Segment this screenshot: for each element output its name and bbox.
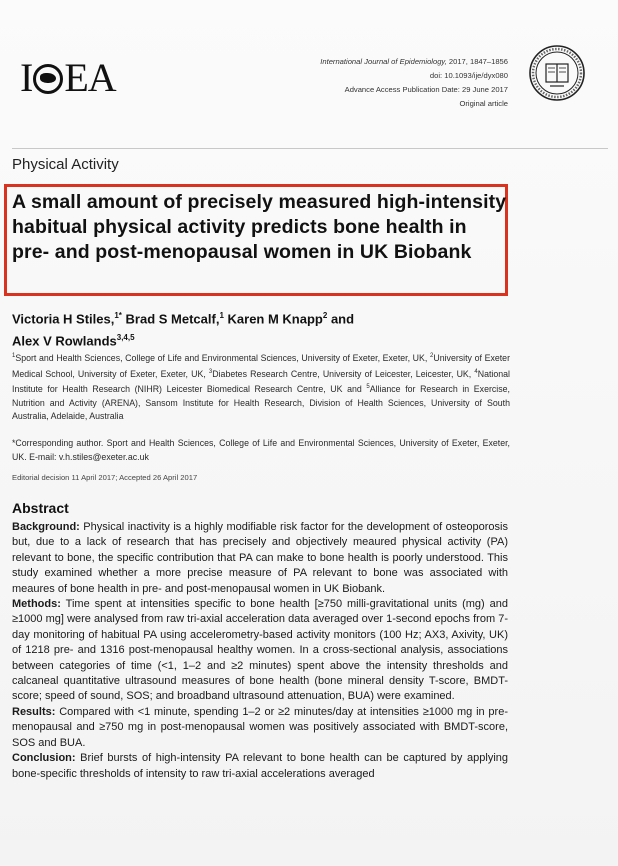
section-label: Physical Activity xyxy=(12,156,119,173)
association-seal-icon xyxy=(528,44,586,102)
author-name: Alex V Rowlands xyxy=(12,333,117,349)
affiliation: University of Exeter Medical School, University of Exeter, Exeter, UK, xyxy=(12,352,510,379)
globe-icon xyxy=(33,64,63,94)
author-name: Karen M Knapp xyxy=(223,311,323,327)
affiliation: Sport and Health Sciences, College of Life and Environmental Sciences, University of Exeter, Exeter, UK, xyxy=(15,352,428,363)
journal-logo xyxy=(20,55,116,100)
author-name: Victoria H Stiles, xyxy=(12,311,115,327)
results-text: Compared with <1 minute, spending 1–2 or ≥2 minutes/day at intensities ≥1000 mg in pre-menopausal and ≥750 mg in post-menopausal women was positively associated with BMDT-score, SOS and BUA. xyxy=(12,705,508,749)
author-name: Brad S Metcalf, xyxy=(121,311,220,327)
background-label: Background: xyxy=(12,521,80,533)
advance-access-date: Advance Access Publication Date: 29 June 2017 xyxy=(344,85,508,94)
editorial-dates: Editorial decision 11 April 2017; Accepted 26 April 2017 xyxy=(12,473,198,482)
author-list xyxy=(12,306,512,351)
author-affil-marker: 1 xyxy=(219,311,224,320)
conclusion-text: Brief bursts of high-intensity PA relevant to bone health can be captured by applying bone-specific thresholds of intensity to raw tri-axial accelerations averaged xyxy=(12,752,508,780)
logo-letters-ea: EA xyxy=(64,55,116,100)
article-title: A small amount of precisely measured high-intensity habitual physical activity predicts bone health in pre- and post-menopausal women in UK Biobank xyxy=(12,191,507,263)
article-type: Original article xyxy=(459,99,508,108)
abstract-conclusion xyxy=(12,751,508,782)
affil-marker: 4 xyxy=(474,368,478,375)
affil-marker: 2 xyxy=(430,353,434,359)
affiliations xyxy=(12,350,510,424)
conclusion-label: Conclusion: xyxy=(12,752,76,765)
methods-text: Time spent at intensities specific to bone health [≥750 milli-gravitational units (mg) and ≥1000 mg] were analysed from raw tri-axial acceleration data averaged over 1-second epochs from 7-day monitoring of habitual PA using accelerometry-based activity monitors (100 Hz; AX3, Axivity, UK) of 1218 pre- and 1316 post-menopausal healthy women. In a cross-sectional analysis, associations between categories of time (<1, 1–2 and ≥2 minutes) spent above the intensity thresholds and calcaneal quantitative ultrasound measures of bone health (bone mineral density T-score, BMDT-score; speed of sound, SOS; and broadband ultrasound attenuation, BUA) were examined. xyxy=(12,598,508,703)
results-label: Results: xyxy=(12,705,56,718)
affiliation: National Institute for Health Research (NIHR) Leicester Biomedical Research Centre, UK and xyxy=(12,368,510,394)
background-text: Physical inactivity is a highly modifiable risk factor for the development of osteoporosis but, due to a lack of research that has precisely and objectively meaured physical activity (PA) relevant to bone, the specific contribution that PA can make to bone health is poorly understood. This study examined whether a more precise measure of PA relevant to bone was associated with meaures of bone health in pre- and post-menopausal women in UK Biobank. xyxy=(12,521,508,595)
affil-marker: 1 xyxy=(12,353,16,359)
affiliation: Alliance for Research in Exercise, Nutrition and Activity (ARENA), Sansom Institute for Health Research, Division of Health Sciences, University of South Australia, Adelaide, Australia xyxy=(12,383,510,422)
corresponding-author: *Corresponding author. Sport and Health Sciences, College of Life and Environmental Sciences, University of Exeter, Exeter, UK. E-mail: v.h.stiles@exeter.ac.uk xyxy=(12,438,510,462)
author-conjunction: and xyxy=(327,311,355,327)
author-affil-marker: 2 xyxy=(322,311,328,320)
journal-volume: 2017, 1847–1856 xyxy=(446,57,508,66)
abstract-body xyxy=(12,520,508,782)
abstract-results xyxy=(12,705,508,751)
abstract-heading: Abstract xyxy=(12,500,69,516)
abstract-background xyxy=(12,520,508,597)
doi: doi: 10.1093/ije/dyx080 xyxy=(429,71,508,80)
abstract-methods xyxy=(12,597,508,705)
author-affil-marker: 1* xyxy=(114,311,122,320)
journal-citation xyxy=(320,55,508,69)
header-divider xyxy=(12,148,608,149)
journal-metadata xyxy=(320,55,508,111)
logo-letter-i: I xyxy=(20,55,33,100)
affil-marker: 3 xyxy=(208,368,213,375)
author-affil-marker: 3,4,5 xyxy=(116,333,135,343)
affiliation: Diabetes Research Centre, University of Leicester, Leicester, UK, xyxy=(212,368,472,379)
journal-name: International Journal of Epidemiology, xyxy=(320,57,447,66)
affil-marker: 5 xyxy=(366,384,370,391)
methods-label: Methods: xyxy=(12,598,61,611)
